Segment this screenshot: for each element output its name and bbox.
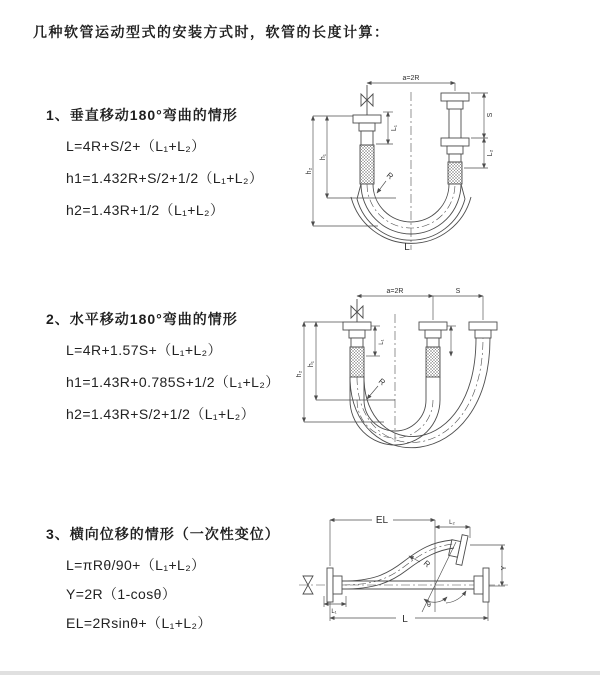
dimension-a2r (367, 83, 455, 91)
page-bottom-edge (0, 671, 600, 675)
section-2-heading: 2、水平移动180°弯曲的情形 (46, 311, 238, 327)
hose-s-curve (342, 540, 454, 589)
left-braided-hose (360, 145, 374, 184)
middle-braided-hose (426, 347, 440, 377)
label-a2r: a=2R (402, 75, 420, 82)
section-3-heading: 3、横向位移的情形（一次性变位） (46, 526, 280, 542)
label-el: EL (375, 515, 389, 526)
label-h2: h₂ (306, 167, 313, 175)
label-h1: h₁ (308, 360, 315, 368)
section-1-heading: 1、垂直移动180°弯曲的情形 (46, 107, 238, 123)
label-r: R (421, 558, 432, 570)
section-1-formula-L: L=4R+S/2+（L₁+L₂） (66, 138, 206, 154)
label-l: L (404, 242, 410, 253)
label-r: R (376, 376, 387, 388)
section-1-formula-h1: h1=1.432R+S/2+1/2（L₁+L₂） (66, 170, 264, 186)
label-l2: L₂ (449, 520, 455, 526)
left-braided-hose (350, 347, 364, 377)
label-s: S (487, 112, 494, 118)
label-h2: h₂ (296, 370, 303, 378)
right-flange (474, 568, 489, 602)
diagram-lateral-displacement (296, 500, 596, 658)
left-flange (327, 568, 342, 602)
dimension-l1 (366, 326, 380, 356)
valve-icon (361, 85, 373, 115)
label-r: R (384, 170, 395, 182)
diagram-horizontal-180-bend (296, 282, 584, 454)
radius-leader (377, 181, 386, 193)
label-a2r: a=2R (386, 288, 404, 295)
tilted-flange (447, 533, 468, 565)
right-flange (469, 322, 497, 338)
right-braided-hose (448, 162, 462, 184)
label-s: S (455, 288, 461, 295)
label-l2: L₂ (487, 149, 494, 157)
label-y: Y (501, 565, 508, 571)
section-2-formula-h2: h2=1.43R+S/2+1/2（L₁+L₂） (66, 406, 256, 422)
dimension-l (330, 602, 488, 621)
radius-leader (367, 386, 378, 399)
label-l1: L₁ (331, 609, 337, 615)
page-title: 几种软管运动型式的安装方式时，软管的长度计算： (33, 24, 390, 40)
section-2-formula-L: L=4R+1.57S+（L₁+L₂） (66, 342, 222, 358)
label-theta: θ (427, 602, 431, 609)
middle-flange (419, 322, 447, 347)
left-flange (343, 322, 371, 347)
diagram-vertical-180-bend (300, 64, 560, 259)
label-h1: h₁ (320, 153, 327, 161)
section-3-formula-EL: EL=2Rsinθ+（L₁+L₂） (66, 615, 212, 631)
right-flanges (441, 93, 469, 162)
hose-moved-position (350, 338, 490, 448)
valve-icon (351, 299, 363, 322)
section-1-formula-h2: h2=1.43R+1/2（L₁+L₂） (66, 202, 225, 218)
label-l: L (402, 614, 408, 625)
label-l1: L₁ (391, 124, 398, 132)
section-3-formula-L: L=πRθ/90+（L₁+L₂） (66, 557, 206, 573)
dimension-s (471, 93, 488, 138)
section-3-formula-Y: Y=2R（1-cosθ） (66, 586, 177, 602)
dimension-a2r (357, 296, 483, 320)
label-l1: L₁ (379, 339, 385, 345)
section-2-formula-h1: h1=1.43R+0.785S+1/2（L₁+L₂） (66, 374, 280, 390)
left-flange (353, 115, 381, 145)
dimension-middle-small (447, 326, 456, 356)
